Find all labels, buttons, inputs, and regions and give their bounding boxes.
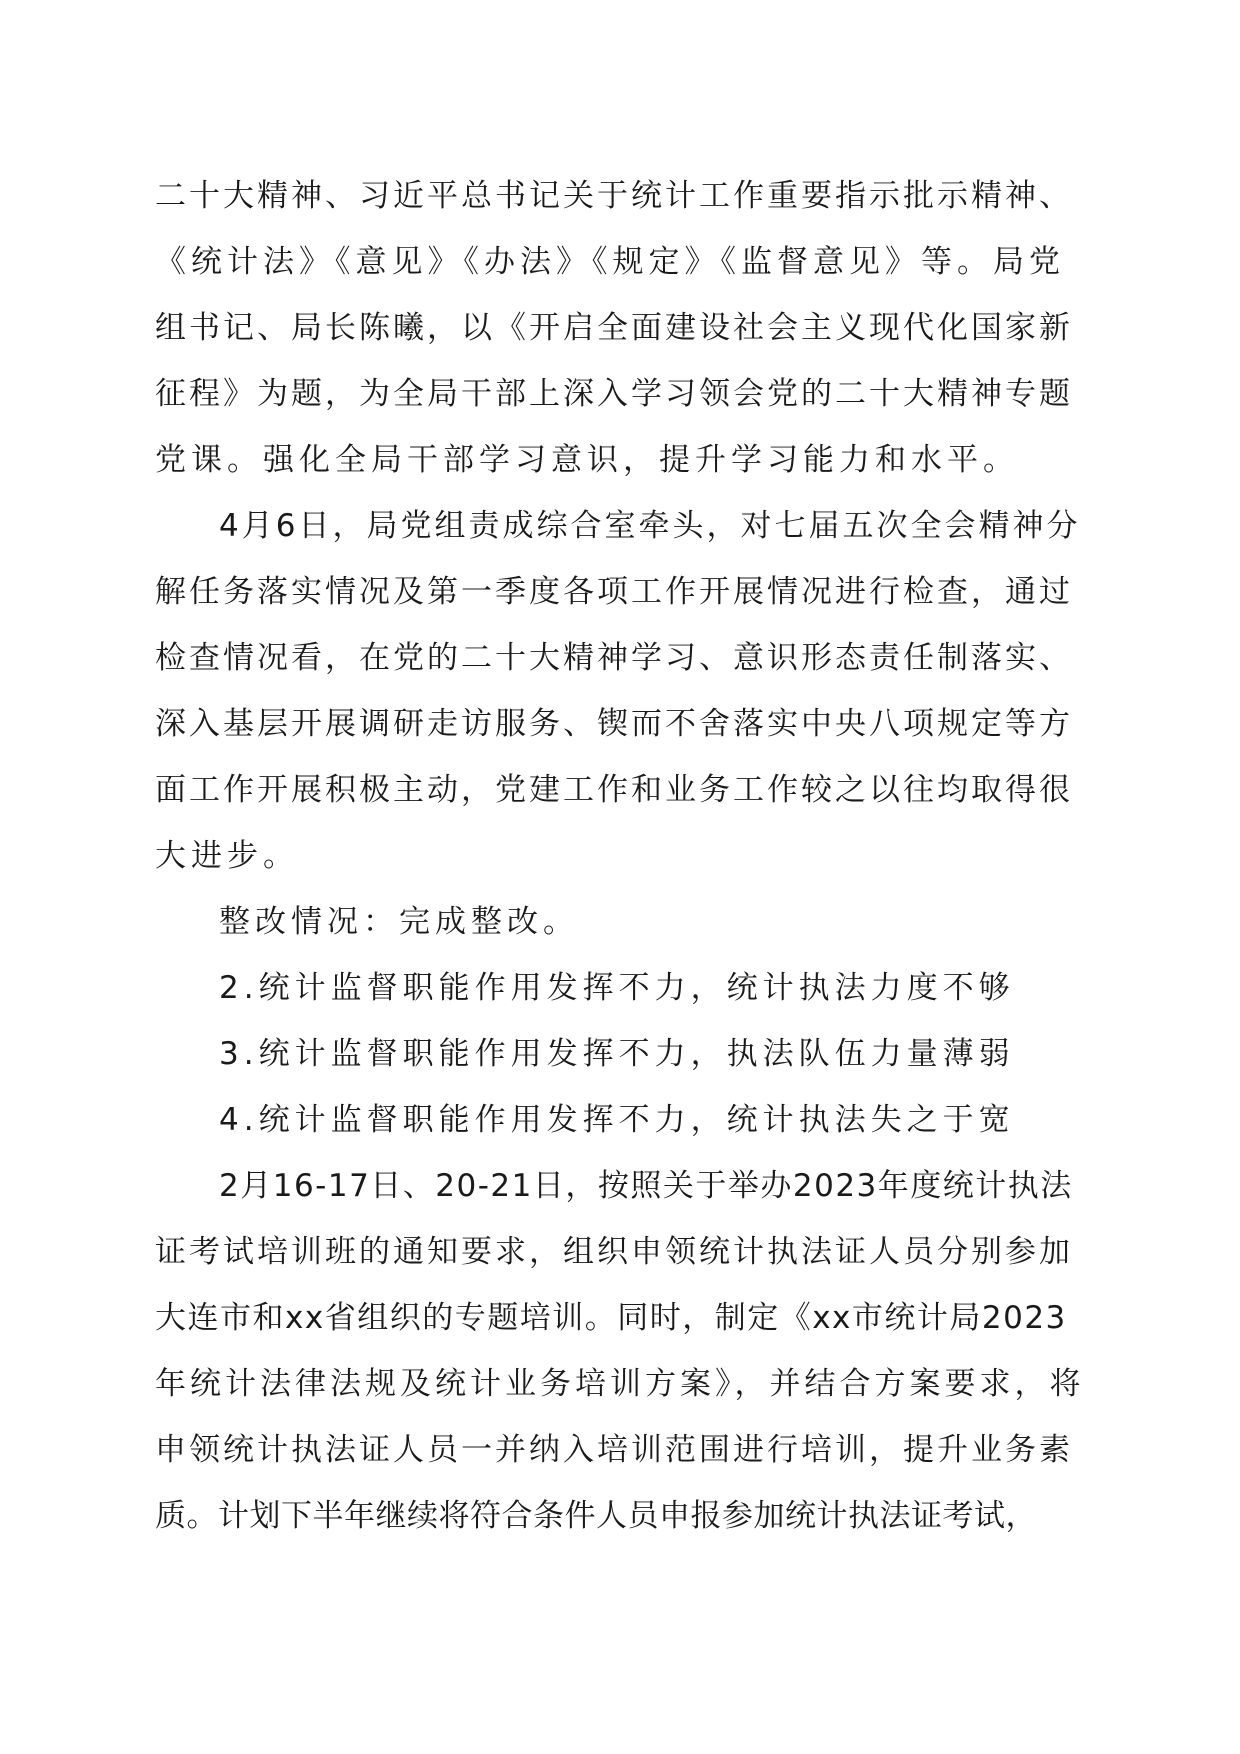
text-line: 整改情况：完成整改。 [219,904,579,940]
text-line: 《统计法》《意见》《办法》《规定》《监督意见》等。局党 [155,244,1065,280]
list-item: 4.统计监督职能作用发挥不力，统计执法失之于宽 [219,1102,1015,1138]
text-line: 证考试培训班的通知要求，组织申领统计执法证人员分别参加 [155,1234,1073,1270]
list-item: 2.统计监督职能作用发挥不力，统计执法力度不够 [219,970,1015,1006]
list-item: 3.统计监督职能作用发挥不力，执法队伍力量薄弱 [219,1036,1015,1072]
text-line: 质。计划下半年继续将符合条件人员申报参加统计执法证考试， [155,1498,1037,1534]
body-text [155,163,1085,1549]
text-line: 深入基层开展调研走访服务、锲而不舍落实中央八项规定等方 [155,706,1073,742]
text-line: 党课。强化全局干部学习意识，提升学习能力和水平。 [155,442,1019,478]
text-line: 申领统计执法证人员一并纳入培训范围进行培训，提升业务素 [155,1432,1073,1468]
text-line: 2月16-17日、20-21日，按照关于举办2023年度统计执法 [219,1168,1073,1204]
text-line: 二十大精神、习近平总书记关于统计工作重要指示批示精神、 [155,178,1073,214]
text-line: 征程》为题，为全局干部上深入学习领会党的二十大精神专题 [155,376,1073,412]
text-line: 检查情况看，在党的二十大精神学习、意识形态责任制落实、 [155,640,1073,676]
text-line: 解任务落实情况及第一季度各项工作开展情况进行检查，通过 [155,574,1073,610]
text-line: 大连市和xx省组织的专题培训。同时，制定《xx市统计局2023 [155,1300,1067,1336]
text-line: 4月6日，局党组责成综合室牵头，对七届五次全会精神分 [219,508,1081,544]
text-line: 组书记、局长陈曦，以《开启全面建设社会主义现代化国家新 [155,310,1073,346]
text-line: 大进步。 [155,838,299,874]
text-line: 年统计法律法规及统计业务培训方案》，并结合方案要求，将 [155,1366,1085,1402]
text-line: 面工作开展积极主动，党建工作和业务工作较之以往均取得很 [155,772,1073,808]
